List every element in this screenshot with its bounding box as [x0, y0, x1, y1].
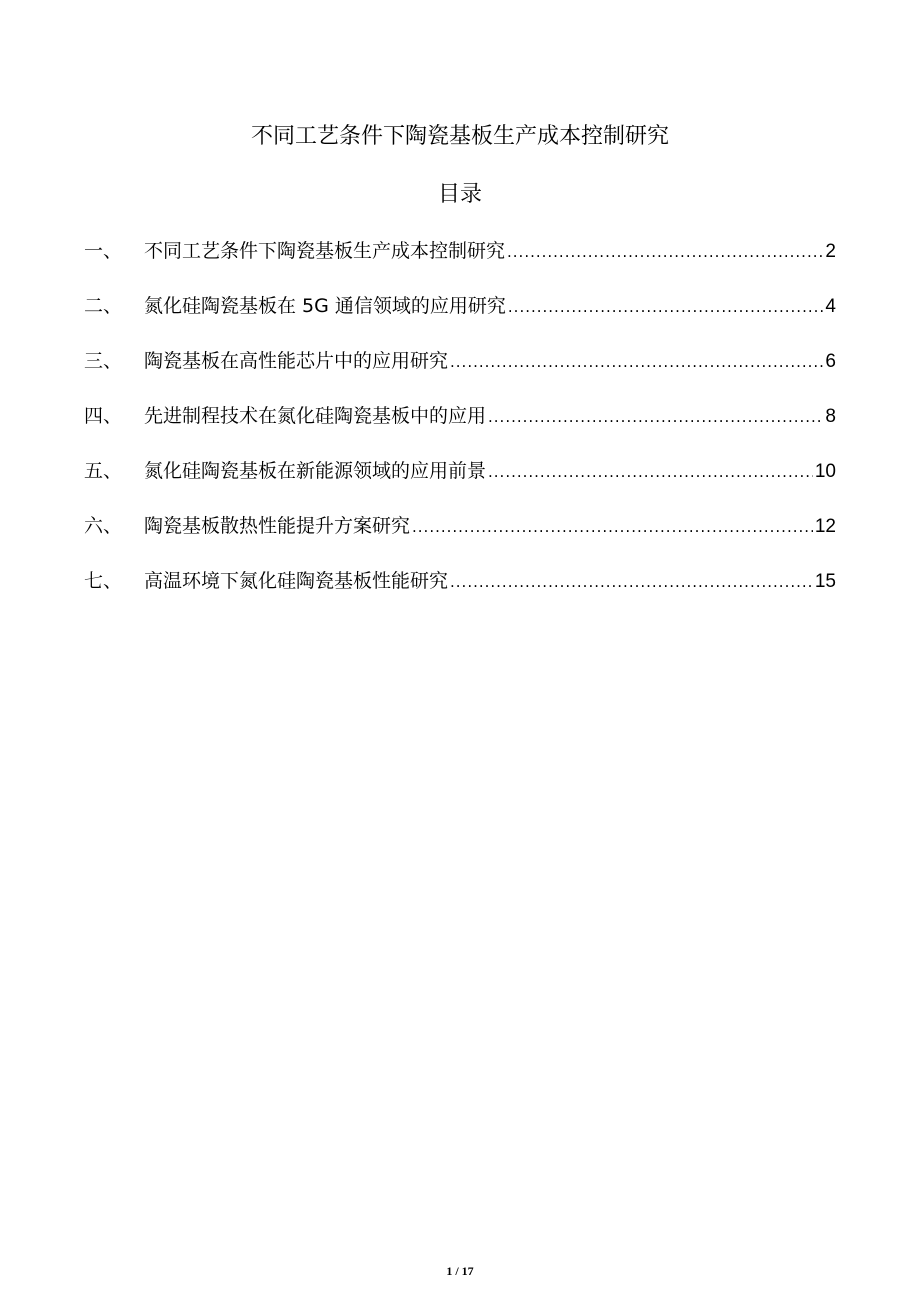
toc-entry-title: 氮化硅陶瓷基板在 5G 通信领域的应用研究 [144, 295, 506, 317]
page-number-footer: 1 / 17 [446, 1264, 474, 1278]
toc-dot-leader [450, 345, 823, 379]
toc-entry-title: 陶瓷基板散热性能提升方案研究 [144, 515, 411, 537]
table-of-contents [84, 234, 836, 619]
toc-entry-7[interactable] [84, 564, 836, 619]
toc-entry-page: 10 [814, 461, 836, 482]
toc-entry-title: 不同工艺条件下陶瓷基板生产成本控制研究 [144, 240, 506, 262]
toc-entry-title: 陶瓷基板在高性能芯片中的应用研究 [144, 350, 449, 372]
toc-dot-leader [488, 455, 813, 489]
toc-entry-number: 二、 [84, 295, 123, 317]
toc-entry-title: 先进制程技术在氮化硅陶瓷基板中的应用 [144, 405, 487, 427]
toc-entry-number: 五、 [84, 460, 123, 482]
toc-entry-5[interactable] [84, 454, 836, 509]
toc-entry-page: 15 [814, 571, 836, 592]
toc-entry-title: 氮化硅陶瓷基板在新能源领域的应用前景 [144, 460, 487, 482]
toc-heading: 目录 [437, 182, 482, 207]
toc-entry-number: 三、 [84, 350, 123, 372]
toc-entry-page: 12 [814, 516, 836, 537]
toc-entry-page: 2 [825, 241, 836, 262]
document-title: 不同工艺条件下陶瓷基板生产成本控制研究 [250, 124, 669, 149]
toc-entry-page: 6 [825, 351, 836, 372]
toc-dot-leader [488, 400, 823, 434]
toc-dot-leader [412, 510, 813, 544]
toc-entry-6[interactable] [84, 509, 836, 564]
toc-entry-3[interactable] [84, 344, 836, 399]
toc-entry-number: 四、 [84, 405, 123, 427]
toc-entry-4[interactable] [84, 399, 836, 454]
toc-entry-1[interactable] [84, 234, 836, 289]
toc-entry-page: 8 [825, 406, 836, 427]
toc-dot-leader [450, 565, 813, 599]
toc-entry-2[interactable] [84, 289, 836, 344]
toc-dot-leader [508, 290, 824, 324]
toc-entry-number: 七、 [84, 570, 123, 592]
toc-entry-title: 高温环境下氮化硅陶瓷基板性能研究 [144, 570, 449, 592]
toc-dot-leader [507, 235, 823, 269]
toc-entry-page: 4 [825, 296, 836, 317]
toc-entry-number: 一、 [84, 240, 123, 262]
toc-entry-number: 六、 [84, 515, 123, 537]
